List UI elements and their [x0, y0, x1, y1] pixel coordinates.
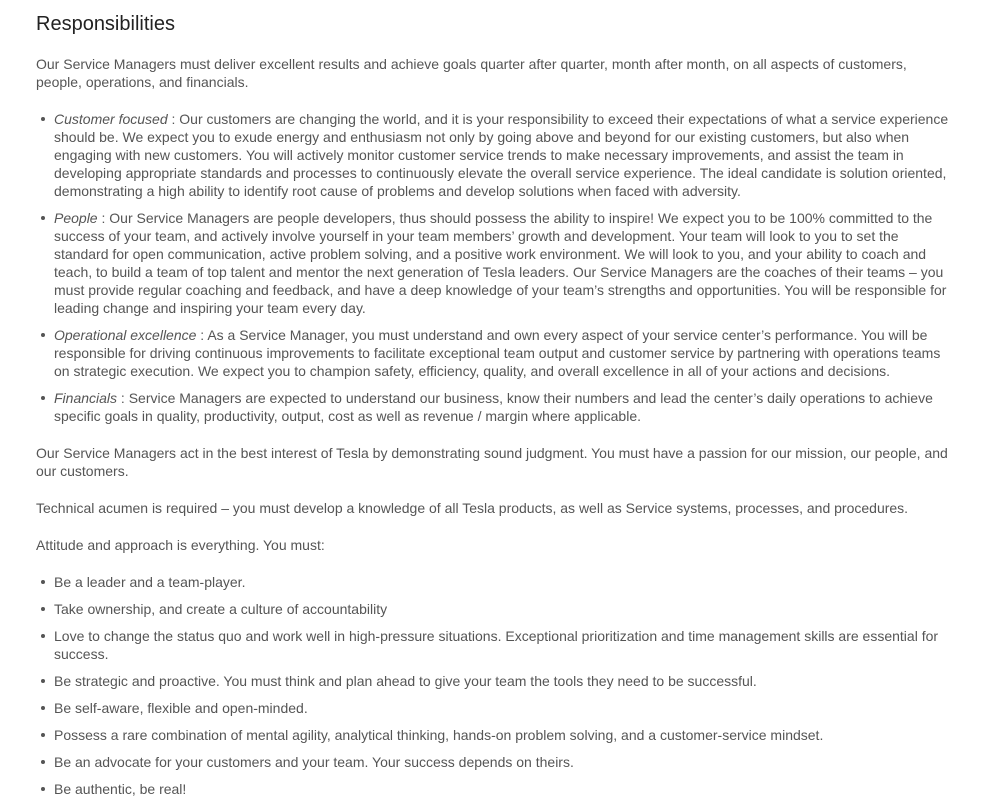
intro-paragraph: Our Service Managers must deliver excellent results and achieve goals quarter after quarter, month after month, on all aspects of customers, people, operations, and financials. — [36, 56, 907, 90]
responsibility-text: : Our customers are changing the world, and it is your responsibility to exceed their expectations of what a service experience should be. We expect you to exude energy and enthusiasm not only by going above and beyond for our existing customers, but also when engaging with new customers. You will actively monitor customer service trends to make necessary improvements, and assist the team in developing appropriate standards and processes to continuously elevate the overall service experience. The ideal candidate is solution oriented, demonstrating a high ability to identify root cause of problems and develop solutions when faced with adversity. — [54, 111, 949, 199]
list-item: Possess a rare combination of mental agility, analytical thinking, hands-on problem solving, and a customer-service mindset. — [54, 726, 951, 744]
responsibility-term: Customer focused — [54, 111, 168, 127]
list-item: Be authentic, be real! — [54, 780, 951, 798]
responsibility-term: People — [54, 210, 98, 226]
attitude-intro: Attitude and approach is everything. You must: — [36, 537, 325, 553]
interest-paragraph: Our Service Managers act in the best interest of Tesla by demonstrating sound judgment. You must have a passion for our mission, our people, and our customers. — [36, 445, 948, 479]
list-item — [54, 110, 951, 200]
list-item — [54, 326, 951, 380]
technical-paragraph: Technical acumen is required – you must develop a knowledge of all Tesla products, as well as Service systems, processes, and procedures. — [36, 500, 909, 516]
responsibility-term: Operational excellence — [54, 327, 197, 343]
responsibility-text: : Our Service Managers are people developers, thus should possess the ability to inspire! We expect you to be 100% committed to the success of your team, and actively involve yourself in your team members’ growth and development. Your team will look to you to set the standard for open communication, active problem solving, and a positive work environment. We will look to you, and your ability to coach and teach, to build a team of top talent and mentor the next generation of Tesla leaders. Our Service Managers are the coaches of their teams – you must provide regular coaching and feedback, and have a deep knowledge of your team’s strengths and opportunities. You will be responsible for leading change and inspiring your team every day. — [54, 210, 947, 316]
responsibility-term: Financials — [54, 390, 118, 406]
list-item: Be a leader and a team-player. — [54, 573, 951, 591]
list-item: Be strategic and proactive. You must think and plan ahead to give your team the tools they need to be successful. — [54, 672, 951, 690]
section-heading: Responsibilities — [36, 13, 175, 35]
list-item: Love to change the status quo and work well in high-pressure situations. Exceptional prioritization and time management skills are essential for success. — [54, 627, 951, 663]
responsibility-text: : Service Managers are expected to understand our business, know their numbers and lead the center’s daily operations to achieve specific goals in quality, productivity, output, cost as well as revenue / margin where applicable. — [54, 390, 933, 424]
list-item: Take ownership, and create a culture of accountability — [54, 600, 951, 618]
responsibility-text: : As a Service Manager, you must understand and own every aspect of your service center’s performance. You will be responsible for driving continuous improvements to facilitate exceptional team output and customer service by partnering with operations teams on strategic execution. We expect you to champion safety, efficiency, quality, and overall excellence in all of your actions and decisions. — [54, 327, 941, 379]
list-item: Be self-aware, flexible and open-minded. — [54, 699, 951, 717]
responsibilities-list — [36, 110, 951, 425]
list-item: Be an advocate for your customers and your team. Your success depends on theirs. — [54, 753, 951, 771]
attitude-list — [36, 573, 951, 798]
list-item — [54, 209, 951, 317]
list-item — [54, 389, 951, 425]
